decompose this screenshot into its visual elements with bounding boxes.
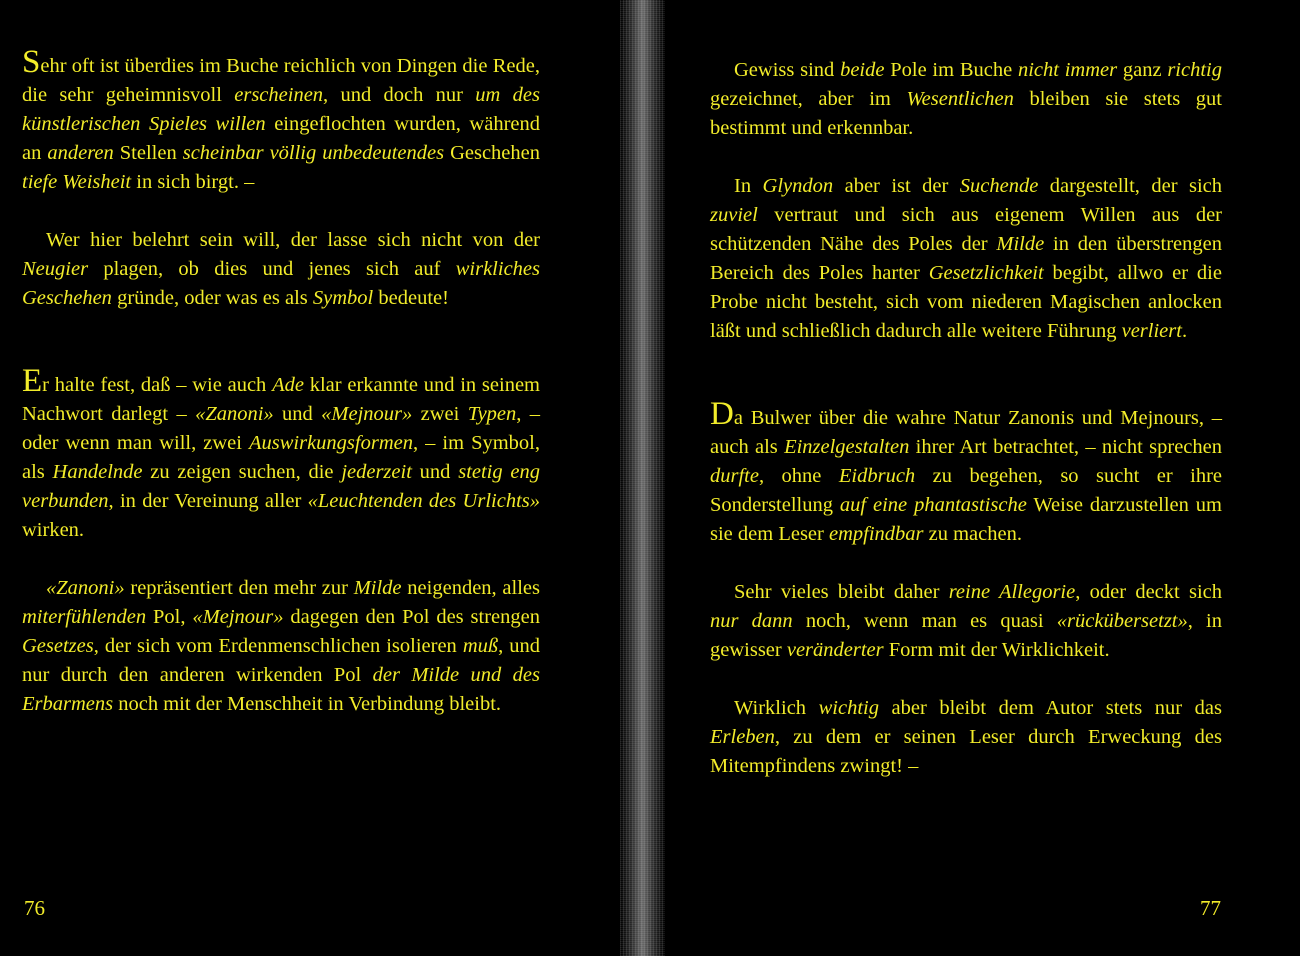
text-run: , in gewisser	[710, 610, 1223, 661]
emphasis: Gesetzlichkeit	[928, 262, 1044, 284]
text-run: r halte fest, daß – wie auch	[42, 374, 273, 396]
left-paragraph-1	[22, 44, 541, 197]
emphasis: Eidbruch	[838, 465, 916, 487]
emphasis: Suchende	[959, 175, 1039, 197]
left-page	[0, 0, 620, 956]
text-run: Weise darzustellen um sie dem Leser	[710, 494, 1222, 545]
emphasis: «Mejnour»	[321, 403, 413, 425]
text-run: in sich birgt. –	[131, 171, 255, 193]
emphasis: um des künstlerischen Spieles willen	[22, 84, 540, 135]
text-run: , und doch nur	[323, 84, 476, 106]
emphasis: Glyndon	[762, 175, 834, 197]
left-paragraph-4	[22, 574, 540, 719]
right-paragraph-5	[710, 694, 1222, 781]
text-run: aber bleibt dem Autor stets nur das	[878, 697, 1222, 719]
text-run: , ohne	[758, 465, 839, 487]
right-paragraph-2	[710, 172, 1222, 346]
text-run: noch, wenn man es quasi	[792, 610, 1057, 632]
emphasis: Gesetzes	[22, 635, 94, 657]
text-run: , und nur durch den anderen wirkenden Pol	[22, 635, 541, 686]
emphasis: verliert	[1121, 320, 1182, 342]
emphasis: Auswirkungsformen	[248, 432, 413, 454]
text-run: plagen, ob dies und jenes sich auf	[88, 258, 456, 280]
emphasis: beide	[840, 59, 885, 81]
right-paragraph-1	[710, 56, 1222, 143]
text-run: Sehr vieles bleibt daher	[734, 581, 949, 603]
left-text-column	[22, 44, 541, 719]
text-run: ihrer Art betrachtet, – nicht sprechen	[909, 436, 1222, 458]
initial-letter: E	[22, 363, 43, 399]
text-run: vertraut und sich aus eigenem Willen aus der schützenden Nähe des Poles der	[710, 204, 1222, 255]
text-run: gründe, oder was es als	[111, 287, 313, 309]
emphasis: «Mejnour»	[192, 606, 284, 628]
text-run: neigenden, alles	[401, 577, 540, 599]
page-number-left: 76	[24, 896, 45, 920]
text-run: dargestellt, der sich	[1038, 175, 1222, 197]
text-run: .	[1181, 320, 1188, 342]
emphasis: scheinbar völlig unbedeutendes	[182, 142, 445, 164]
text-run: zu begehen, so sucht er ihre Sonderstellung	[710, 465, 1222, 516]
text-run: Gewiss sind	[734, 59, 841, 81]
emphasis: wirkliches Geschehen	[22, 258, 540, 309]
right-paragraph-3	[710, 396, 1222, 549]
text-run: Geschehen	[444, 142, 541, 164]
text-run: Pole im Buche	[884, 59, 1018, 81]
text-run: In	[734, 175, 763, 197]
emphasis: reine Allegorie	[948, 581, 1076, 603]
emphasis: stetig eng verbunden	[22, 461, 541, 512]
text-run: Wirklich	[734, 697, 819, 719]
emphasis: «Leuchtenden des Urlichts»	[307, 490, 541, 512]
text-run: , der sich vom Erdenmenschlichen isolieren	[93, 635, 463, 657]
text-run: Pol,	[146, 606, 193, 628]
emphasis: Wesentlichen	[906, 88, 1014, 110]
left-paragraph-2	[22, 226, 540, 313]
text-run: Wer hier belehrt sein will, der lasse sich nicht von der	[46, 229, 540, 251]
initial-letter: S	[22, 44, 41, 80]
text-run: dagegen den Pol des strengen	[283, 606, 540, 628]
text-run: wirken.	[22, 519, 85, 541]
emphasis: Milde	[353, 577, 402, 599]
emphasis: erscheinen	[234, 84, 324, 106]
text-run: und	[273, 403, 322, 425]
text-run: eingeflochten wurden, während an	[22, 113, 540, 164]
text-run: , – oder wenn man will, zwei	[22, 403, 540, 454]
emphasis: nur dann	[710, 610, 793, 632]
emphasis: Ade	[272, 374, 304, 396]
text-run: begibt, allwo er die Probe nicht besteht, sich vom niederen Magischen anlocken läßt und schließlich dadurch alle weitere Führung	[710, 262, 1222, 342]
right-page	[665, 0, 1300, 956]
emphasis: Erleben	[710, 726, 775, 748]
text-run: klar erkannte und in seinem Nachwort darlegt –	[22, 374, 540, 425]
text-run: , in der Vereinung aller	[108, 490, 308, 512]
emphasis: durfte	[710, 465, 759, 487]
emphasis: auf eine phantastische	[839, 494, 1027, 516]
emphasis: zuviel	[710, 204, 758, 226]
emphasis: Symbol	[312, 287, 374, 309]
text-run: aber ist der	[833, 175, 960, 197]
text-run: bleiben sie stets gut bestimmt und erkennbar.	[710, 88, 1222, 139]
text-run: a Bulwer über die wahre Natur Zanonis und Mejnours, – auch als	[710, 407, 1222, 458]
book-gutter	[620, 0, 665, 956]
text-run: , – im Symbol, als	[22, 432, 540, 483]
emphasis: «rückübersetzt»	[1056, 610, 1188, 632]
emphasis: empfindbar	[828, 523, 924, 545]
emphasis: Handelnde	[52, 461, 143, 483]
initial-letter: D	[710, 396, 734, 432]
right-paragraph-4	[710, 578, 1222, 665]
text-run: und	[411, 461, 459, 483]
emphasis: «Zanoni»	[46, 577, 125, 599]
text-run: noch mit der Menschheit in Verbindung bleibt.	[113, 693, 502, 715]
emphasis: muß	[462, 635, 499, 657]
emphasis: richtig	[1167, 59, 1222, 81]
text-run: zu machen.	[923, 523, 1022, 545]
emphasis: Neugier	[22, 258, 89, 280]
text-run: , oder deckt sich	[1075, 581, 1223, 603]
text-run: in den überstrengen Bereich des Poles harter	[710, 233, 1222, 284]
emphasis: Einzelgestalten	[784, 436, 910, 458]
text-run: gezeichnet, aber im	[710, 88, 907, 110]
left-paragraph-3	[22, 363, 541, 545]
emphasis: veränderter	[786, 639, 884, 661]
emphasis: Typen	[467, 403, 517, 425]
text-run: repräsentiert den mehr zur	[124, 577, 354, 599]
text-run: zwei	[412, 403, 468, 425]
text-run: Stellen	[113, 142, 183, 164]
text-run: zu zeigen suchen, die	[142, 461, 342, 483]
text-run: ehr oft ist überdies im Buche reichlich von Dingen die Rede, die sehr geheimnisvoll	[22, 55, 540, 106]
text-run: ganz	[1117, 59, 1168, 81]
page-number-right: 77	[1200, 896, 1221, 920]
emphasis: miterfühlenden	[22, 606, 147, 628]
emphasis: «Zanoni»	[195, 403, 274, 425]
emphasis: anderen	[47, 142, 114, 164]
text-run: Form mit der Wirklichkeit.	[883, 639, 1110, 661]
emphasis: Milde	[996, 233, 1045, 255]
emphasis: der Milde und des Erbarmens	[22, 664, 540, 715]
emphasis: nicht immer	[1017, 59, 1118, 81]
emphasis: tiefe Weisheit	[22, 171, 132, 193]
emphasis: wichtig	[818, 697, 879, 719]
text-run: bedeute!	[373, 287, 449, 309]
text-run: , zu dem er seinen Leser durch Erweckung des Mitempfindens zwingt! –	[710, 726, 1222, 777]
emphasis: jederzeit	[341, 461, 412, 483]
right-text-column	[710, 56, 1222, 781]
